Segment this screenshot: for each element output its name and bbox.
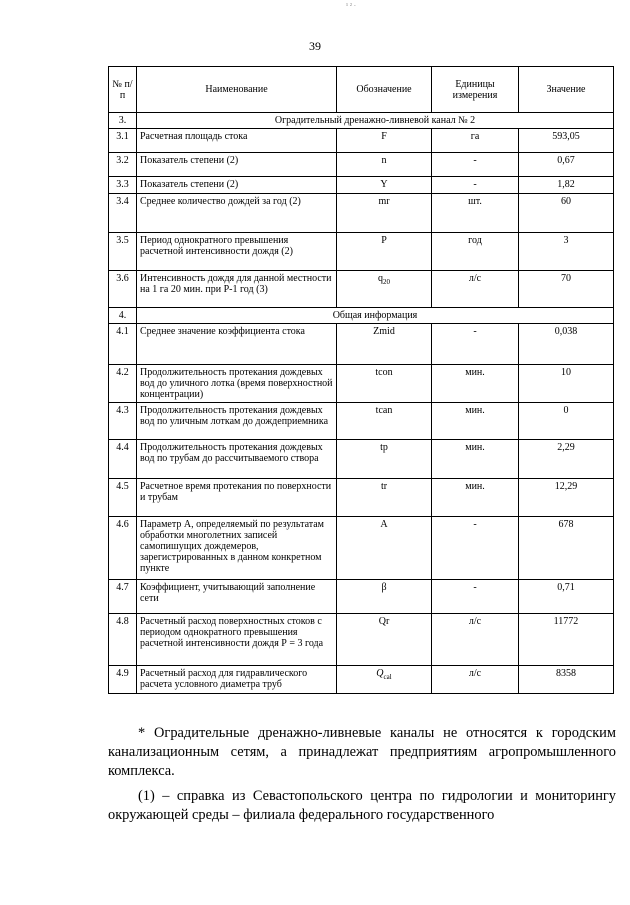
row-num: 3.2 (109, 153, 137, 177)
row-value: 10 (519, 365, 614, 403)
header-name: Наименование (137, 67, 337, 113)
row-name: Показатель степени (2) (137, 177, 337, 194)
row-symbol: β (337, 580, 432, 614)
row-unit: - (432, 580, 519, 614)
row-name: Продолжительность протекания дождевых вод по трубам до рассчитываемого створа (137, 440, 337, 479)
section-num: 4. (109, 308, 137, 324)
row-name: Продолжительность протекания дождевых вод до уличного лотка (время поверхностной концентрации) (137, 365, 337, 403)
row-value: 0,038 (519, 324, 614, 365)
row-unit: год (432, 233, 519, 271)
footnote-asterisk: * Оградительные дренажно-ливневые каналы не относятся к городским канализационным сетям, а принадлежат предприятиям агропромышленного комплекса. (108, 725, 616, 779)
row-symbol: Qr (337, 614, 432, 666)
row-num: 3.3 (109, 177, 137, 194)
header-symbol: Обозначение (337, 67, 432, 113)
row-name: Среднее значение коэффициента стока (137, 324, 337, 365)
table-row (109, 153, 614, 177)
row-name: Интенсивность дождя для данной местности на 1 га 20 мин. при Р-1 год (3) (137, 271, 337, 308)
table-row (109, 194, 614, 233)
footnote-ref1: (1) – справка из Севастопольского центра по гидрологии и мониторингу окружающей среды – филиала федерального государственного (108, 788, 616, 823)
row-name: Период однократного превышения расчетной интенсивности дождя (2) (137, 233, 337, 271)
top-mark: ¹ ² · (346, 2, 357, 10)
symbol-subscript: cal (383, 673, 392, 681)
row-num: 4.1 (109, 324, 137, 365)
table-row (109, 666, 614, 694)
row-symbol (337, 271, 432, 308)
row-value: 1,82 (519, 177, 614, 194)
row-num: 3.5 (109, 233, 137, 271)
row-value: 593,05 (519, 129, 614, 153)
row-name: Среднее количество дождей за год (2) (137, 194, 337, 233)
row-value: 8358 (519, 666, 614, 694)
section-row (109, 113, 614, 129)
row-unit: мин. (432, 403, 519, 440)
table-row (109, 129, 614, 153)
row-symbol: Y (337, 177, 432, 194)
row-unit: - (432, 153, 519, 177)
row-name: Расчетный расход для гидравлического расчета условного диаметра труб (137, 666, 337, 694)
row-name: Коэффициент, учитывающий заполнение сети (137, 580, 337, 614)
row-value: 60 (519, 194, 614, 233)
page-number: 39 (309, 39, 321, 53)
row-symbol: tcan (337, 403, 432, 440)
row-num: 4.9 (109, 666, 137, 694)
header-unit: Единицы измерения (432, 67, 519, 113)
row-unit: л/с (432, 271, 519, 308)
row-num: 4.5 (109, 479, 137, 517)
row-value: 12,29 (519, 479, 614, 517)
row-name: Продолжительность протекания дождевых вод по уличным лоткам до дождеприемника (137, 403, 337, 440)
table-row (109, 403, 614, 440)
row-value: 70 (519, 271, 614, 308)
row-unit: га (432, 129, 519, 153)
row-unit: л/с (432, 614, 519, 666)
footnotes (108, 724, 616, 825)
table-row (109, 517, 614, 580)
row-name: Расчетная площадь стока (137, 129, 337, 153)
header-value: Значение (519, 67, 614, 113)
table-row (109, 580, 614, 614)
row-symbol: F (337, 129, 432, 153)
row-symbol: mr (337, 194, 432, 233)
row-unit: - (432, 517, 519, 580)
header-num: № п/п (109, 67, 137, 113)
table-row (109, 233, 614, 271)
row-num: 4.7 (109, 580, 137, 614)
row-unit: шт. (432, 194, 519, 233)
row-name: Параметр А, определяемый по результатам обработки многолетних записей самопишущих дождемеров, зарегистрированных в данном конкретном пункте (137, 517, 337, 580)
row-unit: - (432, 177, 519, 194)
row-symbol (337, 666, 432, 694)
row-value: 0,71 (519, 580, 614, 614)
row-name: Расчетный расход поверхностных стоков с периодом однократного превышения расчетной интенсивности дождя Р = 3 года (137, 614, 337, 666)
row-symbol: tp (337, 440, 432, 479)
table-header-row (109, 67, 614, 113)
parameters-table (108, 66, 614, 694)
row-symbol: n (337, 153, 432, 177)
row-value: 2,29 (519, 440, 614, 479)
row-value: 3 (519, 233, 614, 271)
table-row (109, 614, 614, 666)
row-unit: мин. (432, 440, 519, 479)
row-unit: мин. (432, 365, 519, 403)
row-unit: - (432, 324, 519, 365)
row-num: 3.6 (109, 271, 137, 308)
row-symbol: P (337, 233, 432, 271)
row-value: 11772 (519, 614, 614, 666)
table-row (109, 177, 614, 194)
row-num: 4.6 (109, 517, 137, 580)
symbol-subscript: 20 (383, 278, 390, 286)
section-title: Общая информация (137, 308, 614, 324)
symbol-main: q (378, 273, 383, 284)
table-row (109, 365, 614, 403)
row-num: 3.1 (109, 129, 137, 153)
row-value: 0,67 (519, 153, 614, 177)
row-value: 678 (519, 517, 614, 580)
table-row (109, 271, 614, 308)
row-value: 0 (519, 403, 614, 440)
row-num: 4.4 (109, 440, 137, 479)
row-symbol: Zmid (337, 324, 432, 365)
row-num: 4.2 (109, 365, 137, 403)
row-symbol: tcon (337, 365, 432, 403)
section-num: 3. (109, 113, 137, 129)
table-row (109, 479, 614, 517)
row-symbol: A (337, 517, 432, 580)
table-row (109, 324, 614, 365)
row-name: Расчетное время протекания по поверхности и трубам (137, 479, 337, 517)
section-row (109, 308, 614, 324)
row-num: 4.8 (109, 614, 137, 666)
row-num: 3.4 (109, 194, 137, 233)
table-row (109, 440, 614, 479)
section-title: Оградительный дренажно-ливневой канал № 2 (137, 113, 614, 129)
row-symbol: tr (337, 479, 432, 517)
symbol-main: Q (376, 668, 384, 679)
row-num: 4.3 (109, 403, 137, 440)
row-unit: мин. (432, 479, 519, 517)
row-name: Показатель степени (2) (137, 153, 337, 177)
row-unit: л/с (432, 666, 519, 694)
